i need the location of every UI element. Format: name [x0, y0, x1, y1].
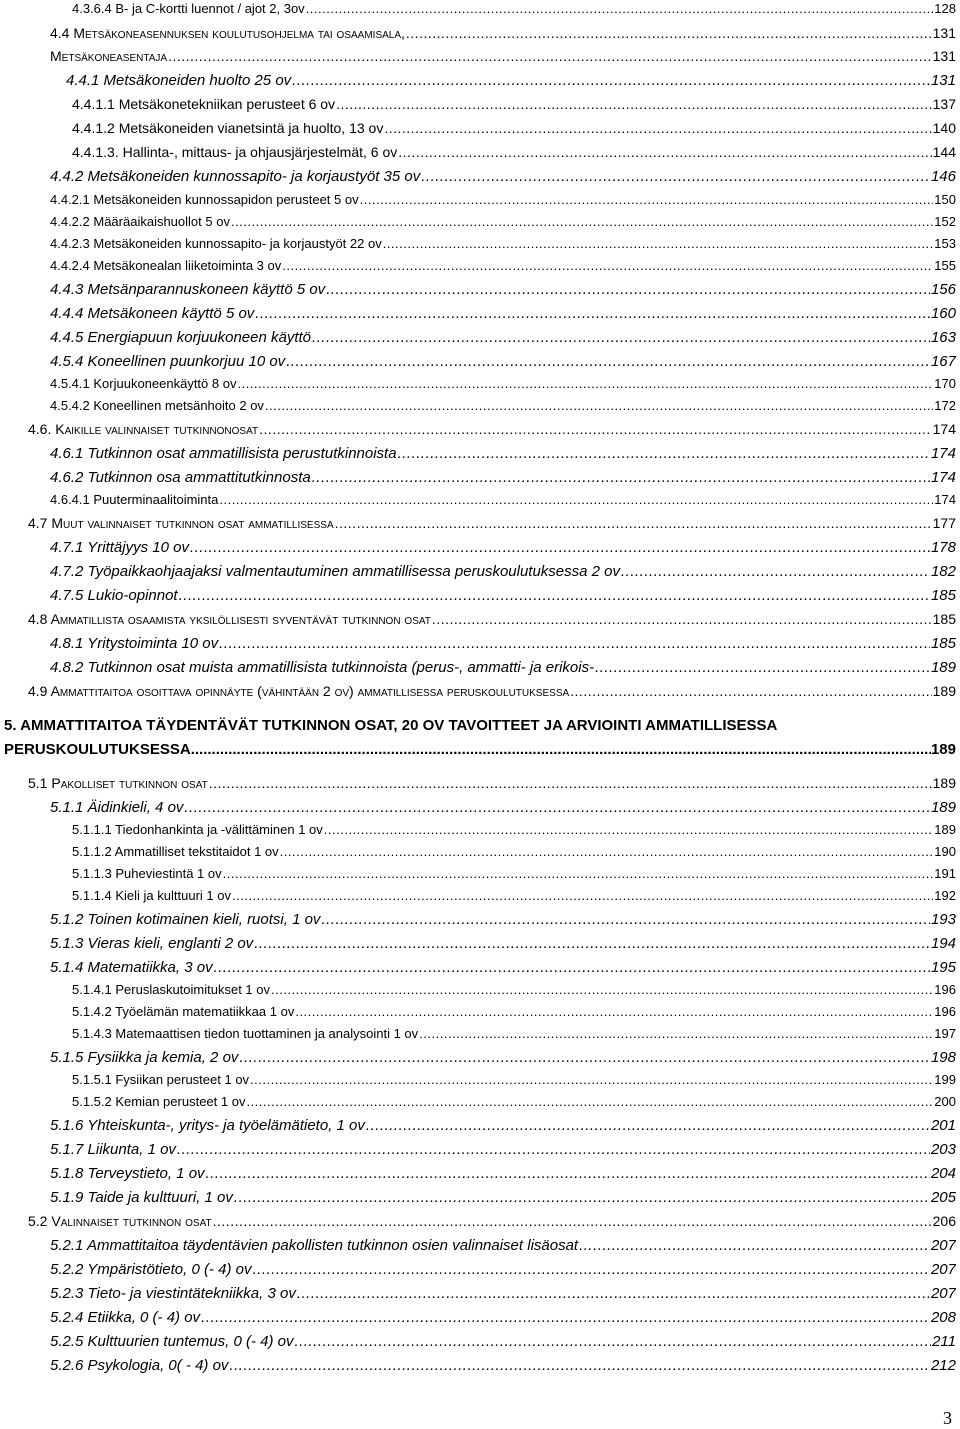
- toc-entry-label: 5.1.1.4 Kieli ja kulttuuri 1 ov: [72, 889, 231, 903]
- toc-entry-page: 137: [932, 96, 956, 112]
- toc-entry-page: 160: [930, 305, 956, 322]
- toc-entry-label: 5.2 Valinnaiset tutkinnon osat: [28, 1213, 212, 1229]
- toc-entry-label: 4.4.3 Metsänparannuskoneen käyttö 5 ov: [50, 281, 326, 298]
- toc-entry-label: 4.6.4.1 Puuterminaalitoiminta: [50, 493, 219, 507]
- toc-entry[interactable]: [50, 1237, 956, 1254]
- toc-entry-label: 5.1.4.2 Työelämän matematiikkaa 1 ov: [72, 1005, 295, 1019]
- toc-entry[interactable]: [50, 1189, 956, 1206]
- toc-entry-page: 198: [930, 1049, 956, 1066]
- toc-entry-label: 5.1.5.1 Fysiikan perusteet 1 ov: [72, 1073, 250, 1087]
- toc-entry[interactable]: [50, 193, 956, 208]
- toc-entry[interactable]: [72, 845, 956, 860]
- toc-entry[interactable]: [28, 515, 956, 531]
- toc-entry-label: 5.2.6 Psykologia, 0( - 4) ov: [50, 1357, 229, 1374]
- toc-entry[interactable]: [50, 399, 956, 414]
- toc-entry-page: 152: [934, 215, 956, 229]
- toc-entry-page: 208: [930, 1309, 956, 1326]
- toc-entry-label: 4.4.2.1 Metsäkoneiden kunnossapidon perusteet 5 ov: [50, 193, 359, 207]
- toc-entry-label: 5.2.2 Ympäristötieto, 0 (- 4) ov: [50, 1261, 252, 1278]
- toc-entry-label: 5.1.6 Yhteiskunta-, yritys- ja työelämätieto, 1 ov: [50, 1117, 365, 1134]
- toc-entry-label: 4.4.2.2 Määräaikaishuollot 5 ov: [50, 215, 230, 229]
- toc-entry-page: 206: [932, 1213, 956, 1229]
- toc-entry-label: 5.1.1.2 Ammatilliset tekstitaidot 1 ov: [72, 845, 279, 859]
- toc-entry[interactable]: [72, 867, 956, 882]
- toc-entry-label: 4.8 Ammatillista osaamista yksilöllisesti syventävät tutkinnon osat: [28, 611, 431, 627]
- toc-entry-page: 189: [934, 823, 956, 837]
- toc-entry-label: 4.8.2 Tutkinnon osat muista ammatillisista tutkinnoista (perus-, ammatti- ja erikois-: [50, 659, 595, 676]
- toc-entry[interactable]: [50, 48, 956, 64]
- toc-entry-page: 207: [930, 1237, 956, 1254]
- toc-entry[interactable]: [50, 539, 956, 556]
- toc-entry[interactable]: [50, 1357, 956, 1374]
- toc-entry[interactable]: [28, 421, 956, 437]
- toc-entry[interactable]: [50, 1261, 956, 1278]
- toc-entry-page: 131: [930, 72, 956, 89]
- toc-entry[interactable]: [50, 215, 956, 230]
- toc-entry-label: 4.4.1.3. Hallinta-, mittaus- ja ohjausjärjestelmät, 6 ov: [72, 144, 398, 160]
- toc-entry[interactable]: [72, 889, 956, 904]
- toc-entry-label: 4.4.2.4 Metsäkonealan liiketoiminta 3 ov: [50, 259, 282, 273]
- toc-entry-label: 4.5.4.2 Koneellinen metsänhoito 2 ov: [50, 399, 264, 413]
- page-number: 3: [943, 1408, 952, 1428]
- toc-entry-page: 207: [930, 1285, 956, 1302]
- toc-entry[interactable]: [50, 911, 956, 928]
- toc-entry[interactable]: [50, 563, 956, 580]
- toc-entry[interactable]: [50, 1309, 956, 1326]
- toc-entry-label: 4.8.1 Yritystoiminta 10 ov: [50, 635, 219, 652]
- toc-entry[interactable]: [50, 377, 956, 392]
- toc-entry-label: 4.4.2 Metsäkoneiden kunnossapito- ja korjaustyöt 35 ov: [50, 168, 421, 185]
- toc-entry-label: 5.1.5.2 Kemian perusteet 1 ov: [72, 1095, 246, 1109]
- toc-entry-label: 4.7.2 Työpaikkaohjaajaksi valmentautuminen ammatillisessa peruskoulutuksessa 2 ov: [50, 563, 621, 580]
- toc-entry-page: 150: [934, 193, 956, 207]
- toc-entry[interactable]: [50, 168, 956, 185]
- toc-entry-page: 196: [934, 1005, 956, 1019]
- toc-entry-page: 191: [934, 867, 956, 881]
- toc-entry-page: 204: [930, 1165, 956, 1182]
- toc-entry[interactable]: [28, 611, 956, 627]
- toc-entry-page: 155: [934, 259, 956, 273]
- toc-entry-label: 5.2.5 Kulttuurien tuntemus, 0 (- 4) ov: [50, 1333, 294, 1350]
- toc-entry-page: 167: [930, 353, 956, 370]
- toc-entry[interactable]: [50, 659, 956, 676]
- toc-entry-page: 131: [932, 48, 956, 64]
- toc-entry-label: 5.2.4 Etiikka, 0 (- 4) ov: [50, 1309, 201, 1326]
- toc-entry-page: 205: [930, 1189, 956, 1206]
- toc-entry-label: 5.1 Pakolliset tutkinnon osat: [28, 775, 208, 791]
- toc-entry-page: 174: [930, 445, 956, 462]
- toc-entry-page: 189: [930, 799, 956, 816]
- toc-entry[interactable]: [72, 120, 956, 136]
- toc-entry[interactable]: [28, 775, 956, 791]
- toc-entry-page: 200: [934, 1095, 956, 1109]
- toc-entry[interactable]: [72, 1005, 956, 1020]
- toc-entry-page: 156: [930, 281, 956, 298]
- toc-entry[interactable]: [72, 983, 956, 998]
- toc-entry[interactable]: [50, 469, 956, 486]
- toc-entry[interactable]: [28, 1213, 956, 1229]
- toc-entry-page: 146: [930, 168, 956, 185]
- toc-entry-page: 192: [934, 889, 956, 903]
- toc-entry-page: 182: [930, 563, 956, 580]
- toc-entry-page: 189: [932, 683, 956, 699]
- toc-entry-page: 199: [934, 1073, 956, 1087]
- heading-page: 189: [930, 741, 956, 758]
- toc-entry-page: 172: [934, 399, 956, 413]
- toc-entry-label: 5.1.4.1 Peruslaskutoimitukset 1 ov: [72, 983, 270, 997]
- toc-entry-label: 4.4.1.1 Metsäkonetekniikan perusteet 6 ov: [72, 96, 336, 112]
- toc-entry[interactable]: [72, 1095, 956, 1110]
- toc-entry-label: 5.1.5 Fysiikka ja kemia, 2 ov: [50, 1049, 239, 1066]
- toc-entry-label: 5.1.4.3 Matemaattisen tiedon tuottaminen ja analysointi 1 ov: [72, 1027, 419, 1041]
- toc-entry-page: 177: [932, 515, 956, 531]
- toc-entry-page: 170: [934, 377, 956, 391]
- toc-entry-label: 4.9 Ammattitaitoa osoittava opinnäyte (vähintään 2 ov) ammatillisessa peruskoulutuksessa: [28, 683, 570, 699]
- toc-entry-page: 189: [932, 775, 956, 791]
- toc-entry-label: 4.5.4 Koneellinen puunkorjuu 10 ov: [50, 353, 286, 370]
- toc-entry-page: 185: [932, 611, 956, 627]
- toc-entry-page: 194: [930, 935, 956, 952]
- toc-entry-label: 5.1.1.1 Tiedonhankinta ja -välittäminen 1 ov: [72, 823, 323, 837]
- toc-entry-page: 212: [930, 1357, 956, 1374]
- toc-entry[interactable]: [50, 329, 956, 346]
- toc-entry[interactable]: [72, 823, 956, 838]
- toc-entry[interactable]: [66, 72, 956, 89]
- toc-entry[interactable]: [50, 445, 956, 462]
- toc-entry-page: 144: [932, 144, 956, 160]
- toc-entry[interactable]: [50, 1333, 956, 1350]
- toc-entry-label: 5.2.3 Tieto- ja viestintätekniikka, 3 ov: [50, 1285, 296, 1302]
- toc-entry-page: 211: [932, 1333, 956, 1350]
- toc-entry-label: 4.4 Metsäkoneasennuksen koulutusohjelma tai osaamisala,: [50, 25, 405, 41]
- toc-entry-label: 4.7.1 Yrittäjyys 10 ov: [50, 539, 189, 556]
- toc-entry-label: 4.4.1.2 Metsäkoneiden vianetsintä ja huolto, 13 ov: [72, 120, 384, 136]
- toc-entry-label: 5.1.4 Matematiikka, 3 ov: [50, 959, 213, 976]
- toc-entry-page: 153: [934, 237, 956, 251]
- toc-entry[interactable]: [72, 1073, 956, 1088]
- toc-entry[interactable]: [50, 959, 956, 976]
- toc-entry-label: 5.1.1.3 Puheviestintä 1 ov: [72, 867, 222, 881]
- toc-entry[interactable]: [50, 353, 956, 370]
- toc-entry-label: 4.7.5 Lukio-opinnot: [50, 587, 178, 604]
- toc-entry-label: 5.1.2 Toinen kotimainen kieli, ruotsi, 1 ov: [50, 911, 321, 928]
- toc-entry-page: 201: [930, 1117, 956, 1134]
- toc-entry-page: 203: [930, 1141, 956, 1158]
- toc-entry-label: 4.6.1 Tutkinnon osat ammatillisista perustutkinnoista: [50, 445, 397, 462]
- toc-entry-page: 174: [930, 469, 956, 486]
- toc-entry-page: 189: [930, 659, 956, 676]
- toc-entry-page: 185: [930, 587, 956, 604]
- toc-entry-page: 185: [930, 635, 956, 652]
- toc-entry[interactable]: [50, 635, 956, 652]
- toc-entry[interactable]: [50, 237, 956, 252]
- toc-entry[interactable]: [28, 683, 956, 699]
- toc-entry[interactable]: [72, 2, 956, 17]
- toc-entry-label: 5.1.7 Liikunta, 1 ov: [50, 1141, 176, 1158]
- toc-entry-label: 4.4.2.3 Metsäkoneiden kunnossapito- ja korjaustyöt 22 ov: [50, 237, 382, 251]
- toc-entry[interactable]: [72, 144, 956, 160]
- toc-entry[interactable]: [72, 1027, 956, 1042]
- toc-entry-label: 5.1.1 Äidinkieli, 4 ov: [50, 799, 184, 816]
- toc-entry[interactable]: [50, 305, 956, 322]
- toc-entry-label: 5.1.9 Taide ja kulttuuri, 1 ov: [50, 1189, 233, 1206]
- toc-entry-page: 140: [932, 120, 956, 136]
- toc-entry-label: 4.5.4.1 Korjuukoneenkäyttö 8 ov: [50, 377, 237, 391]
- toc-entry[interactable]: [50, 1049, 956, 1066]
- toc-entry[interactable]: [50, 587, 956, 604]
- heading-line-2: PERUSKOULUTUKSESSA: [4, 741, 191, 758]
- toc-entry-label: Metsäkoneasentaja: [50, 48, 168, 64]
- toc-entry-label: 4.6.2 Tutkinnon osa ammattitutkinnosta: [50, 469, 311, 486]
- toc-entry-page: 174: [934, 493, 956, 507]
- toc-entry-page: 197: [934, 1027, 956, 1041]
- toc-entry-label: 4.6. Kaikille valinnaiset tutkinnonosat: [28, 421, 259, 437]
- toc-entry-page: 207: [930, 1261, 956, 1278]
- toc-entry-page: 163: [930, 329, 956, 346]
- toc-entry-page: 195: [930, 959, 956, 976]
- toc-entry[interactable]: [50, 25, 956, 41]
- toc-entry-label: 5.1.8 Terveystieto, 1 ov: [50, 1165, 205, 1182]
- toc-entry[interactable]: [50, 1165, 956, 1182]
- toc-entry[interactable]: [72, 96, 956, 112]
- toc-entry-page: 128: [934, 2, 956, 16]
- toc-entry-label: 4.4.1 Metsäkoneiden huolto 25 ov: [66, 72, 292, 89]
- toc-entry-page: 178: [930, 539, 956, 556]
- toc-entry-label: 5.2.1 Ammattitaitoa täydentävien pakollisten tutkinnon osien valinnaiset lisäosat: [50, 1237, 579, 1254]
- toc-entry[interactable]: [50, 799, 956, 816]
- toc-entry-page: 193: [930, 911, 956, 928]
- toc-entry[interactable]: [50, 1285, 956, 1302]
- toc-entry-page: 190: [934, 845, 956, 859]
- toc-entry[interactable]: [50, 1117, 956, 1134]
- toc-entry[interactable]: [50, 259, 956, 274]
- toc-entry-label: 4.3.6.4 B- ja C-kortti luennot / ajot 2, 3ov: [72, 2, 305, 16]
- toc-entry[interactable]: [50, 1141, 956, 1158]
- toc-entry-page: 196: [934, 983, 956, 997]
- toc-entry[interactable]: [50, 935, 956, 952]
- heading-line-1: 5. AMMATTITAITOA TÄYDENTÄVÄT TUTKINNON OSAT, 20 OV TAVOITTEET JA ARVIOINTI AMMATILLISESSA: [4, 717, 778, 734]
- toc-entry-label: 4.4.5 Energiapuun korjuukoneen käyttö: [50, 329, 312, 346]
- toc-entry[interactable]: [50, 493, 956, 508]
- toc-entry-page: 131: [932, 25, 956, 41]
- toc-entry-label: 5.1.3 Vieras kieli, englanti 2 ov: [50, 935, 254, 952]
- toc-entry-label: 4.4.4 Metsäkoneen käyttö 5 ov: [50, 305, 255, 322]
- toc-entry-page: 174: [932, 421, 956, 437]
- section-5-heading[interactable]: [4, 714, 956, 762]
- toc-entry-label: 4.7 Muut valinnaiset tutkinnon osat ammatillisessa: [28, 515, 334, 531]
- toc-entry[interactable]: [50, 281, 956, 298]
